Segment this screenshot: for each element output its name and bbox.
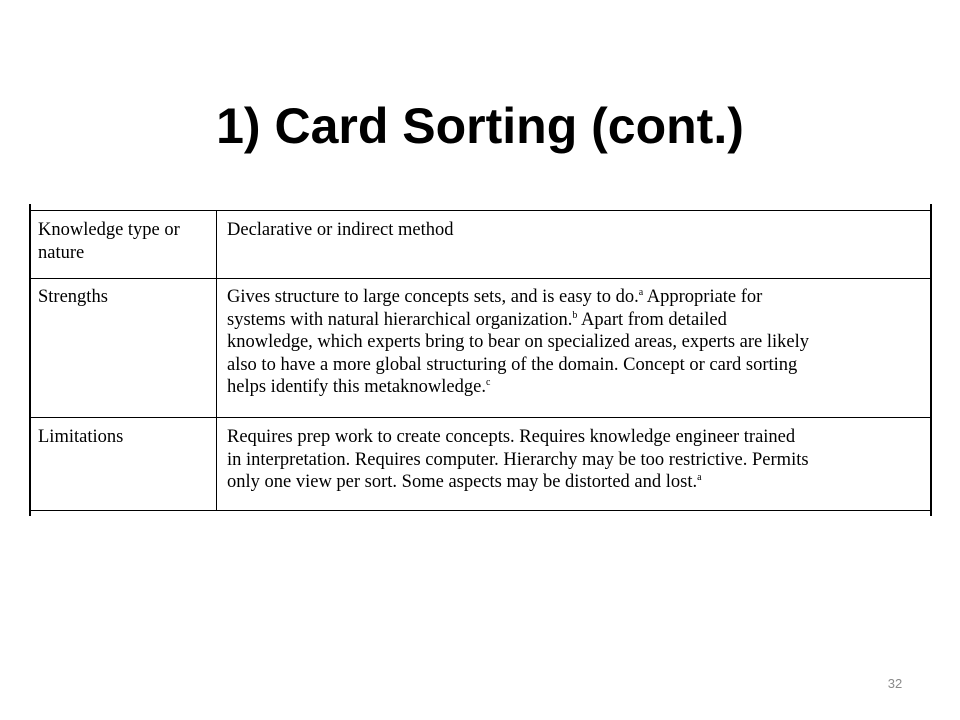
row-description (227, 426, 927, 494)
description-line (227, 354, 927, 377)
page-number: 32 (887, 676, 903, 691)
table-bottom-border (29, 510, 932, 511)
description-text: only one view per sort. Some aspects may be distorted and lost. (227, 472, 698, 492)
table-left-border (29, 204, 31, 516)
row-label (38, 219, 213, 264)
description-line (227, 449, 927, 472)
row-description (227, 219, 927, 242)
description-text: helps identify this metaknowledge. (227, 377, 486, 397)
table-top-border (29, 210, 932, 211)
footnote-marker: b (572, 309, 578, 321)
description-text: knowledge, which experts bring to bear on specialized areas, experts are likely (227, 332, 810, 352)
label-line: Limitations (38, 427, 124, 447)
label-line: nature (38, 242, 85, 263)
description-line (227, 219, 927, 242)
description-text: in interpretation. Requires computer. Hierarchy may be too restrictive. Permits (227, 449, 809, 470)
footnote-marker: a (638, 287, 644, 298)
description-line (227, 286, 927, 309)
description-text: Appropriate for (643, 287, 763, 307)
row-description (227, 286, 927, 399)
table-column-divider (216, 210, 217, 510)
description-text: Gives structure to large concepts sets, and is easy to do. (227, 287, 639, 307)
row-label (38, 426, 213, 449)
slide-title: 1) Card Sorting (cont.) (216, 97, 744, 154)
label-line: Knowledge type or (38, 220, 180, 240)
description-line (227, 426, 927, 449)
footnote-marker: a (697, 472, 702, 483)
footnote-marker: c (485, 377, 491, 388)
row-label (38, 286, 213, 309)
description-line (227, 331, 927, 354)
description-line (227, 471, 927, 494)
table-row-divider (29, 417, 932, 418)
description-text: Requires prep work to create concepts. Requires knowledge engineer trained (227, 427, 796, 447)
description-line (227, 309, 927, 332)
table-right-border (930, 204, 932, 516)
label-line: Strengths (38, 287, 108, 307)
description-line (227, 376, 927, 399)
method-table (29, 204, 932, 516)
description-text: Apart from detailed (577, 309, 727, 330)
description-text: systems with natural hierarchical organization. (227, 309, 573, 330)
description-text: also to have a more global structuring of the domain. Concept or card sorting (227, 354, 798, 375)
description-text: Declarative or indirect method (227, 220, 454, 240)
table-row-divider (29, 278, 932, 279)
